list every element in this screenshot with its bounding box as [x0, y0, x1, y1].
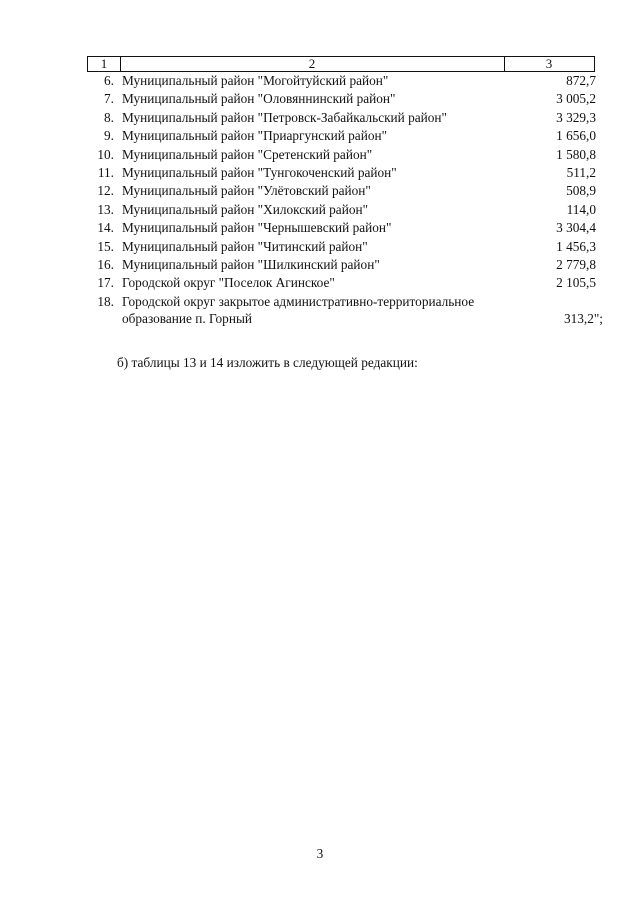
row-number: 13. — [97, 201, 114, 217]
row-number: 10. — [97, 146, 114, 162]
row-number: 15. — [97, 238, 114, 254]
row-value: 3 329,3 — [556, 109, 596, 125]
row-value: 1 656,0 — [556, 128, 596, 144]
row-number: 14. — [97, 220, 114, 236]
row-value: 3 304,4 — [556, 220, 596, 236]
row-number: 7. — [104, 91, 114, 107]
table-row — [87, 219, 599, 237]
header-col-2: 2 — [120, 57, 505, 71]
table-row — [87, 72, 599, 90]
page-number: 3 — [316, 846, 324, 861]
table-header-row — [87, 56, 595, 72]
table-body — [87, 72, 603, 331]
row-name: Муниципальный район "Приаргунский район" — [122, 128, 388, 144]
row-number: 9. — [104, 128, 114, 144]
row-value: 114,0 — [566, 201, 596, 217]
table-row — [87, 90, 599, 108]
header-col-3: 3 — [545, 56, 553, 71]
row-name: Муниципальный район "Оловяннинский район" — [122, 91, 396, 107]
row-name: Муниципальный район "Чернышевский район" — [122, 220, 392, 236]
table-row — [87, 164, 599, 182]
row-number: 17. — [97, 275, 114, 291]
row-name: Муниципальный район "Хилокский район" — [122, 201, 369, 217]
row-number: 8. — [104, 109, 114, 125]
row-name: Муниципальный район "Сретенский район" — [122, 146, 373, 162]
row-value: 3 005,2 — [556, 91, 596, 107]
table-row — [87, 146, 599, 164]
row-value: 1 580,8 — [556, 146, 596, 162]
row-number: 11. — [97, 164, 114, 180]
row-value: 2 105,5 — [556, 275, 596, 291]
row-number: 16. — [97, 256, 114, 272]
amendment-note: б) таблицы 13 и 14 изложить в следующей редакции: — [117, 355, 418, 370]
table-row — [87, 201, 599, 219]
table-row — [87, 256, 599, 274]
row-name: Городской округ закрытое административно-территориальное образование п. Горный — [122, 293, 475, 327]
table-row — [87, 182, 599, 200]
table-row — [87, 109, 599, 127]
row-name: Муниципальный район "Шилкинский район" — [122, 256, 380, 272]
row-value: 2 779,8 — [556, 256, 596, 272]
row-name: Муниципальный район "Тунгокоченский район" — [122, 164, 397, 180]
header-col-1: 1 — [88, 57, 121, 71]
row-name: Городской округ "Поселок Агинское" — [122, 275, 335, 291]
row-name: Муниципальный район "Петровск-Забайкальский район" — [122, 109, 447, 125]
row-name: Муниципальный район "Улётовский район" — [122, 183, 371, 199]
row-value: 1 456,3 — [556, 238, 596, 254]
row-value: 313,2"; — [563, 310, 603, 326]
table-row — [87, 293, 603, 331]
row-value: 872,7 — [566, 73, 596, 88]
row-number: 6. — [104, 73, 114, 88]
table-row — [87, 274, 599, 292]
row-value: 511,2 — [566, 164, 596, 180]
row-number: 12. — [97, 183, 114, 199]
row-name: Муниципальный район "Могойтуйский район" — [122, 73, 389, 88]
row-number: 18. — [97, 293, 114, 309]
row-name: Муниципальный район "Читинский район" — [122, 238, 368, 254]
row-value: 508,9 — [566, 183, 596, 199]
table-row — [87, 238, 599, 256]
table-row — [87, 127, 599, 145]
